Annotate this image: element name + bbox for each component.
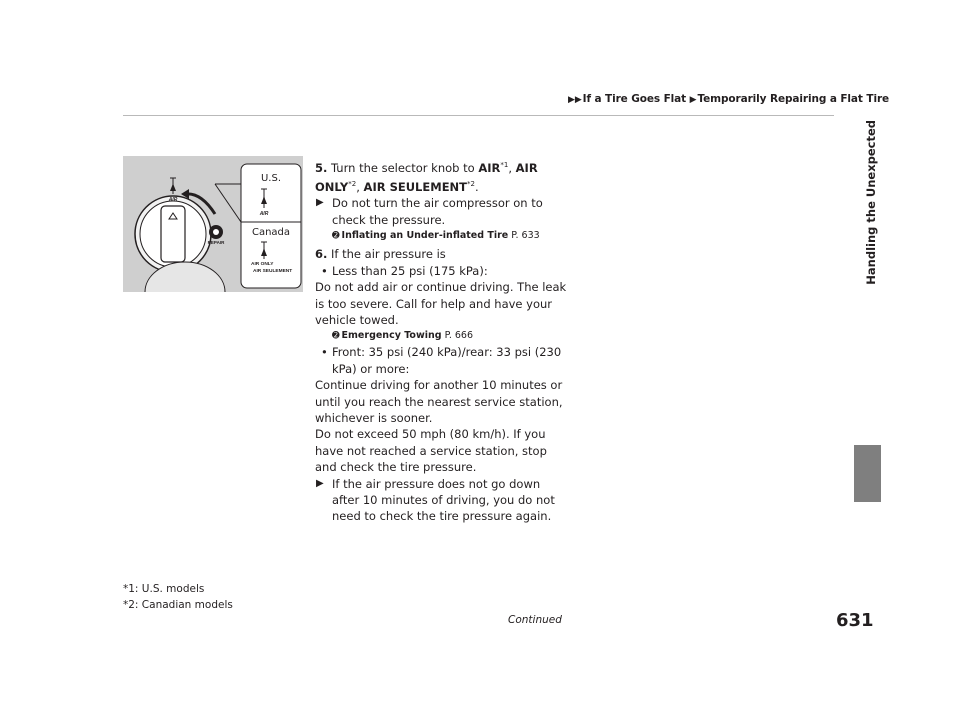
reference-icon: ➋: [332, 331, 340, 342]
selector-knob-illustration: [123, 156, 303, 292]
side-section-tab: [854, 445, 881, 502]
breadcrumb-item-flat-tire[interactable]: If a Tire Goes Flat: [582, 93, 687, 105]
reference-inflating[interactable]: ➋ Inflating an Under-inflated Tire P. 633: [332, 230, 540, 242]
step-6-note: ▶ If the air pressure does not go down after 10 minutes of driving, you do not need to check the tire pressure again.: [316, 476, 555, 524]
footnote-2: *2: Canadian models: [123, 599, 233, 611]
continued-label: Continued: [508, 614, 562, 626]
canada-label: Canada: [251, 227, 291, 238]
repair-label: REPAIR: [207, 240, 225, 245]
step-5-note: ▶ Do not turn the air compressor on to check the pressure.: [316, 196, 543, 227]
us-air-label: AIR: [259, 211, 269, 217]
air-only-label: AIR ONLY: [251, 262, 274, 267]
ok-pressure-text-2: Do not exceed 50 mph (80 km/h). If you have not reached a service station, stop and check the tire pressure.: [315, 427, 547, 475]
header-rule: [123, 115, 834, 116]
step-6: 6. If the air pressure is: [315, 247, 446, 262]
air-seulement-label: AIR SEULEMENT: [253, 269, 293, 274]
ok-pressure-text-1: Continue driving for another 10 minutes or until you reach the nearest service station, whichever is sooner.: [315, 378, 563, 425]
side-section-label: Handling the Unexpected: [864, 120, 878, 285]
breadcrumb: [568, 93, 889, 105]
arrow-icon: ▶: [316, 197, 324, 209]
footnote-1: *1: U.S. models: [123, 583, 205, 595]
step-5: 5. Turn the selector knob to AIR$^{*1}$, AIR ONLY$^{*2}$, AIR SEULEMENT$^{*2}$.: [315, 160, 538, 195]
us-label: U.S.: [260, 173, 282, 184]
reference-towing[interactable]: ➋ Emergency Towing P. 666: [332, 330, 473, 342]
instructions: [315, 157, 567, 525]
breadcrumb-item-repairing[interactable]: Temporarily Repairing a Flat Tire: [697, 93, 890, 105]
page-number: 631: [836, 610, 874, 631]
air-marker-label: AIR: [168, 197, 178, 203]
breadcrumb-arrow-icon: ▶▶: [568, 95, 582, 105]
low-pressure-text: Do not add air or continue driving. The leak is too severe. Call for help and have your vehicle towed.: [315, 280, 567, 327]
breadcrumb-arrow-icon: ▶: [689, 95, 697, 105]
bullet-low-pressure: • Less than 25 psi (175 kPa):: [321, 263, 488, 278]
reference-icon: ➋: [332, 231, 340, 242]
arrow-icon: ▶: [316, 477, 324, 489]
bullet-ok-pressure: • Front: 35 psi (240 kPa)/rear: 33 psi (230 kPa) or more:: [321, 345, 562, 376]
